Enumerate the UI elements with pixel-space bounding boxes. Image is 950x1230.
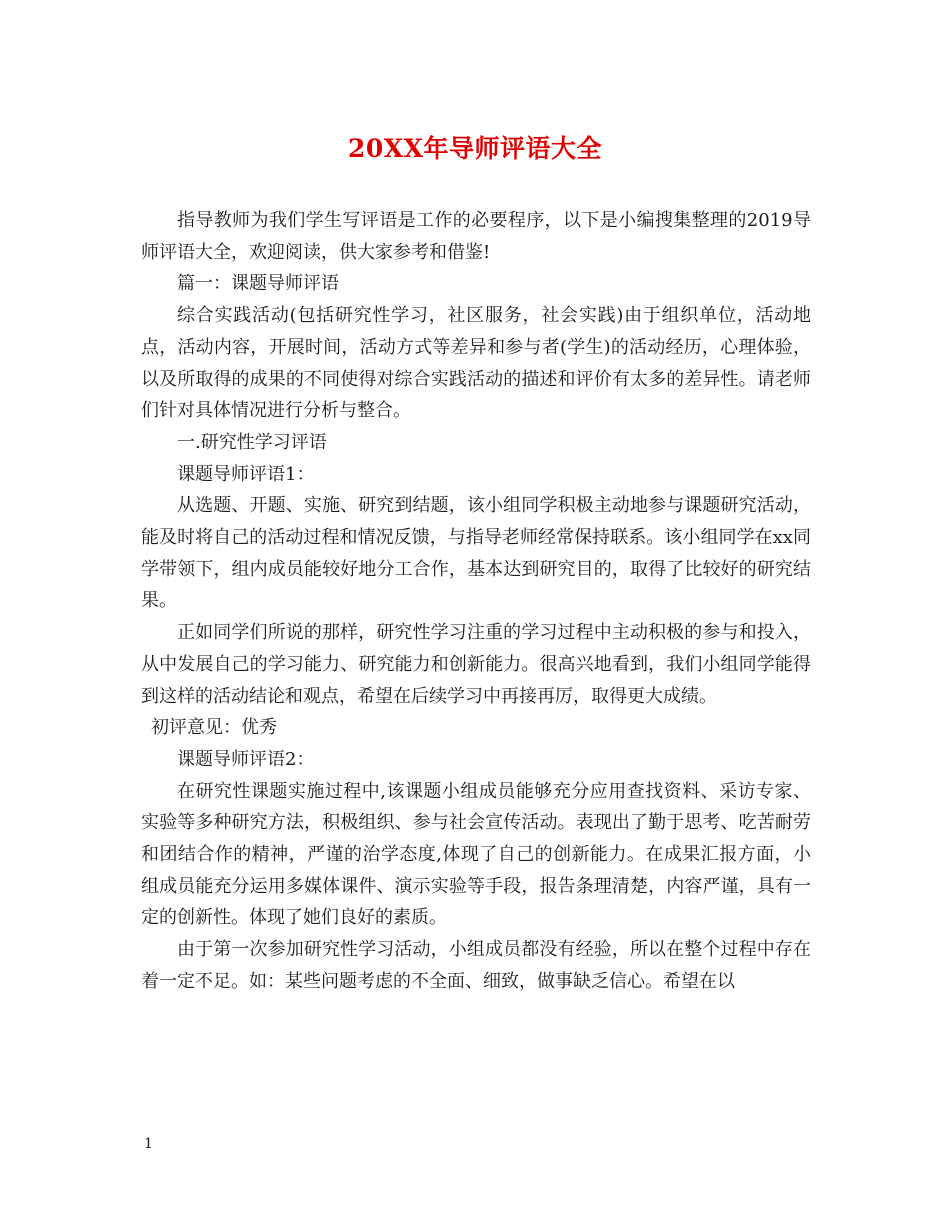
- paragraph-intro: 指导教师为我们学生写评语是工作的必要程序，以下是小编搜集整理的2019导师评语大全，欢迎阅读，供大家参考和借鉴!: [141, 210, 811, 263]
- document-title: 20XX年导师评语大全: [347, 134, 603, 163]
- comment-heading-2: 课题导师评语2：: [177, 748, 315, 770]
- document-body: [141, 205, 811, 998]
- comment-heading-1: 课题导师评语1：: [177, 463, 315, 485]
- page-number: 1: [144, 1136, 153, 1152]
- section-heading-research: 一.研究性学习评语: [177, 431, 327, 453]
- initial-evaluation: 初评意见：优秀: [151, 717, 277, 739]
- paragraph-comment-2b: 由于第一次参加研究性学习活动，小组成员都没有经验，所以在整个过程中存在着一定不足。如：某些问题考虑的不全面、细致，做事缺乏信心。希望在以: [141, 939, 811, 992]
- paragraph-comment-2a: 在研究性课题实施过程中,该课题小组成员能够充分应用查找资料、采访专家、实验等多种研究方法，积极组织、参与社会宣传活动。表现出了勤于思考、吃苦耐劳和团结合作的精神，严谨的治学态度,体现了自己的创新能力。在成果汇报方面，小组成员能充分运用多媒体课件、演示实验等手段，报告条理清楚，内容严谨，具有一定的创新性。体现了她们良好的素质。: [141, 780, 811, 929]
- paragraph-comment-1a: 从选题、开题、实施、研究到结题，该小组同学积极主动地参与课题研究活动，能及时将自己的活动过程和情况反馈，与指导老师经常保持联系。该小组同学在xx同学带领下，组内成员能较好地分工合作，基本达到研究目的，取得了比较好的研究结果。: [141, 495, 811, 612]
- paragraph-overview: 综合实践活动(包括研究性学习，社区服务，社会实践)由于组织单位，活动地点，活动内容，开展时间，活动方式等差异和参与者(学生)的活动经历，心理体验，以及所取得的成果的不同使得对综合实践活动的描述和评价有太多的差异性。请老师们针对具体情况进行分析与整合。: [141, 305, 811, 422]
- section-heading-part-one: 篇一：课题导师评语: [177, 273, 339, 295]
- paragraph-comment-1b: 正如同学们所说的那样，研究性学习注重的学习过程中主动积极的参与和投入，从中发展自己的学习能力、研究能力和创新能力。很高兴地看到，我们小组同学能得到这样的活动结论和观点，希望在后续学习中再接再厉，取得更大成绩。: [141, 622, 811, 707]
